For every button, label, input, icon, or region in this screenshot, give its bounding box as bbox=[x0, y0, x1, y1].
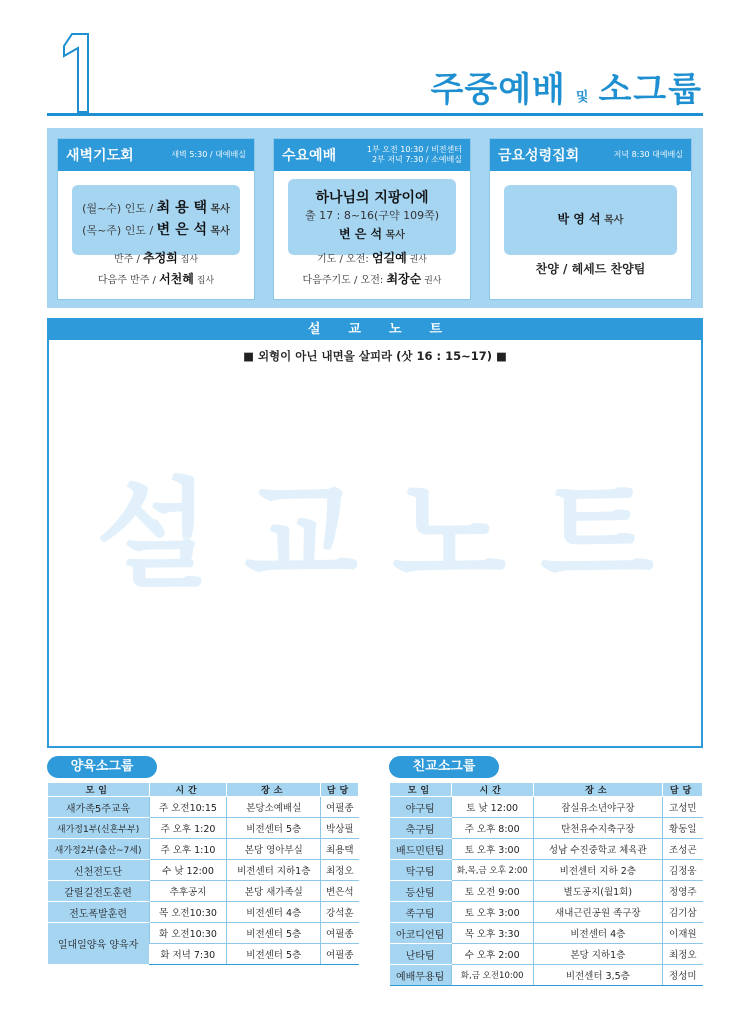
number-one-graphic bbox=[58, 30, 100, 116]
card-title: 새벽기도회 bbox=[66, 148, 134, 164]
sermon-box: 하나님의 지팡이에 출 17 : 8~16(구약 109쪽) 변 은 석 목사 bbox=[288, 179, 456, 255]
sermon-title: 하나님의 지팡이에 bbox=[315, 190, 429, 206]
table-row: 야구팀 토 낮 12:00 잠실유소년야구장 고성민 bbox=[390, 797, 703, 818]
table-row: 새가족5주교육 주 오전10:15 본당소예배실 여필종 bbox=[48, 797, 359, 818]
table-row: 일대일양육 양육자 화 오전10:30 비전센터 5층 여필종 bbox=[48, 923, 359, 944]
friday-spirit-card bbox=[489, 138, 692, 300]
card-title: 금요성령집회 bbox=[498, 148, 580, 164]
leader-name: 박 영 석 bbox=[557, 212, 601, 226]
col-header: 모임 bbox=[48, 783, 150, 797]
col-header: 담당 bbox=[321, 783, 359, 797]
sermon-note bbox=[47, 318, 703, 748]
card-time: 1부 오전 10:30 / 비전센터 2부 저녁 7:30 / 소예배실 bbox=[366, 145, 462, 164]
table-row: 신천전도단 수 낮 12:00 비전센터 지하1층 최정오 bbox=[48, 860, 359, 881]
table-row: 축구팀 주 오후 8:00 탄천유수지축구장 황동일 bbox=[390, 818, 703, 839]
col-header: 모임 bbox=[390, 783, 452, 797]
table-row: 배드민턴팀 토 오후 3:00 성남 수진중학교 체육관 조성곤 bbox=[390, 839, 703, 860]
nurture-group-table bbox=[47, 782, 359, 965]
prayer-info: 기도 / 오전: 엄길예 권사 다음주기도 / 오전: 최장순 권사 bbox=[302, 251, 442, 286]
table-row: 갈릴길전도훈련 추후공지 본당 새가족실 변은석 bbox=[48, 881, 359, 902]
table-row: 예배무용팀 화,금 오전10:00 비전센터 3,5층 정성미 bbox=[390, 965, 703, 986]
worship-panel bbox=[47, 128, 703, 308]
table-row: 화 저녁 7:30 비전센터 5층 여필종 bbox=[48, 944, 359, 965]
dawn-prayer-card bbox=[57, 138, 255, 300]
praise-team: 찬양 / 헤세드 찬양팀 bbox=[535, 262, 646, 276]
table-row: 새가정2부(출산~7세) 주 오후 1:10 본당 영아부실 최용택 bbox=[48, 839, 359, 860]
card-title: 수요예배 bbox=[282, 148, 337, 164]
accompanist-info: 반주 / 추정희 집사 다음주 반주 / 서천혜 집사 bbox=[97, 251, 215, 286]
header-divider bbox=[47, 113, 703, 116]
col-header: 장소 bbox=[533, 783, 663, 797]
leader-name: 변 은 석 bbox=[156, 222, 207, 238]
preacher-name: 변 은 석 bbox=[339, 227, 383, 241]
nurture-group-title: 양육소그룹 bbox=[47, 756, 157, 778]
section-number bbox=[58, 30, 100, 116]
col-header: 시간 bbox=[149, 783, 227, 797]
page-title bbox=[431, 62, 704, 111]
table-row: 탁구팀 화,목,금 오후 2:00 비전센터 지하 2층 김정웅 bbox=[390, 860, 703, 881]
title-sub: 소그룹 bbox=[598, 70, 703, 110]
table-row: 아코디언팀 목 오후 3:30 비전센터 4층 이재원 bbox=[390, 923, 703, 944]
card-time: 저녁 8:30 대예배실 bbox=[613, 150, 683, 159]
leader-box: (월~수) 인도 / 최 용 택 목사 (목~주) 인도 / 변 은 석 목사 bbox=[72, 185, 240, 255]
scripture: 출 17 : 8~16(구약 109쪽) bbox=[305, 209, 439, 222]
table-row: 새가정1부(신혼부부) 주 오후 1:20 비전센터 5층 박상필 bbox=[48, 818, 359, 839]
table-row: 등산팀 토 오전 9:00 별도공지(월1회) 정영주 bbox=[390, 881, 703, 902]
leader-name: 최 용 택 bbox=[156, 200, 207, 216]
col-header: 담당 bbox=[663, 783, 703, 797]
table-row: 전도폭발훈련 목 오전10:30 비전센터 4층 강석훈 bbox=[48, 902, 359, 923]
table-row: 난타팀 수 오후 2:00 본당 지하1층 최정오 bbox=[390, 944, 703, 965]
table-row: 족구팀 토 오후 3:00 새내근린공원 족구장 김기삼 bbox=[390, 902, 703, 923]
sermon-note-heading: 설교노트 bbox=[49, 320, 701, 340]
fellowship-group-table bbox=[389, 782, 703, 986]
card-time: 새벽 5:30 / 대예배실 bbox=[171, 150, 246, 159]
wednesday-worship-card bbox=[273, 138, 471, 300]
leader-box: 박 영 석 목사 bbox=[504, 185, 677, 255]
col-header: 시간 bbox=[451, 783, 533, 797]
fellowship-group-title: 친교소그룹 bbox=[389, 756, 499, 778]
col-header: 장소 bbox=[227, 783, 321, 797]
sermon-watermark: 설교노트 bbox=[96, 466, 688, 604]
sermon-subtitle: ■ 외형이 아닌 내면을 살피라 (삿 16 : 15~17) ■ bbox=[243, 349, 507, 363]
title-conjunction: 및 bbox=[575, 90, 589, 105]
title-main: 주중예배 bbox=[430, 70, 566, 110]
